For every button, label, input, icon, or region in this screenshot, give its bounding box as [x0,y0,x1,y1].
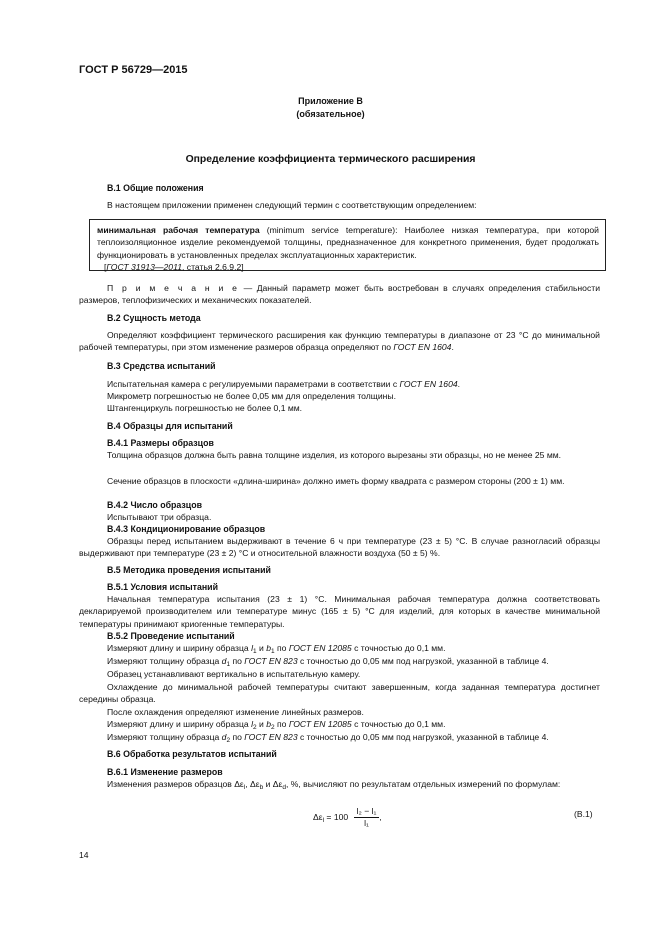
page-number: 14 [79,850,89,860]
term-english: (minimum service temperature): [259,225,398,235]
page-title: Определение коэффициента термического расширения [185,154,476,165]
formula-fraction [354,806,380,829]
paragraph: Измеряют длину и ширину образца $l_2$ и $b_2$ по ГОСТ EN 12085 с точностью до 0,1 мм. [107,719,446,731]
paragraph: Образец устанавливают вертикально в испытательную камеру. [107,669,361,679]
note-label: П р и м е ч а н и е [107,283,240,293]
formula-numerator: l₂ − l₁ [354,806,380,818]
term-reference: ГОСТ 31913—2011 [106,262,182,273]
section-b42-heading: В.4.2 Число образцов [107,500,202,510]
section-b2-heading: В.2 Сущность метода [107,313,201,323]
paragraph: Измеряют длину и ширину образца $l_1$ и $b_1$ по ГОСТ EN 12085 с точностью до 0,1 мм. [107,643,446,655]
section-b52-heading: В.5.2 Проведение испытаний [107,631,235,641]
section-b4-heading: В.4 Образцы для испытаний [107,421,233,431]
standard-reference: ГОСТ EN 823 [244,656,298,666]
term-text: Наиболее низкая температура, при которой теплоизоляционное изделие рекомендуемой толщины, предназначенное для конкретного применения, будет продолжать функционировать в установленных пределах эксплуатационных характеристик. [97,225,599,260]
paragraph: Испытывают три образца. [107,512,212,522]
section-b61-heading: В.6.1 Изменение размеров [107,767,223,777]
paragraph: Штангенциркуль погрешностью не более 0,1 мм. [107,403,303,413]
term-definition-box [89,219,606,271]
section-b6-heading: В.6 Обработка результатов испытаний [107,749,277,759]
appendix-type: (обязательное) [296,109,365,119]
paragraph: Измеряют толщину образца $d_2$ по ГОСТ EN 823 с точностью до 0,05 мм под нагрузкой, указанной в таблице 4. [107,732,549,744]
paragraph: Определяют коэффициент термического расширения как функцию температуры в диапазоне от 23 °С до минимальной рабочей температуры, при этом изменение размеров образца определяют по ГОСТ EN 1604. [79,330,600,353]
paragraph: Измеряют толщину образца $d_1$ по ГОСТ EN 823 с точностью до 0,05 мм под нагрузкой, указанной в таблице 4. [107,656,549,668]
paragraph: После охлаждения определяют изменение линейных размеров. [107,707,364,717]
paragraph: Микрометр погрешностью не более 0,05 мм для определения толщины. [107,391,396,401]
section-b41-heading: В.4.1 Размеры образцов [107,438,214,448]
term-definition: минимальная рабочая температура (minimum service temperature): Наиболее низкая температура, при которой теплоизоляционное изделие рекомендуемой толщины, предназначенное для конкретного применения, будет продолжать функционировать в установленных пределах эксплуатационных характеристик. [ГОСТ 31913—2011, статья 2.6.9.2] [97,225,599,273]
note-text: — Данный параметр может быть востребован в случаях определения стабильности размеров, теплофизических и механических показателей. [79,283,600,306]
section-b1-heading: В.1 Общие положения [107,183,204,193]
paragraph: В настоящем приложении применен следующий термин с соответствующим определением: [107,200,477,210]
paragraph: Изменения размеров образцов $\Delta\varepsilon_l$, $\Delta\varepsilon_b$ и $\Delta\varepsilon_d$, %, вычисляют по результатам отдельных измерений по формулам: [107,779,561,791]
standard-reference: ГОСТ EN 1604 [399,379,458,389]
formula-b1: $\Delta\varepsilon_l = 100$ $\frac{\text{l₂ − l₁}}{\text{l₁}}$ , [313,806,382,828]
section-b43-heading: В.4.3 Кондиционирование образцов [107,524,266,534]
standard-reference: ГОСТ EN 823 [244,732,298,742]
section-b3-heading: В.3 Средства испытаний [107,361,216,371]
paragraph: Охлаждение до минимальной рабочей температуры считают завершенным, когда заданная температура достигнет середины образца. [79,682,600,705]
formula-denominator: l₁ [364,818,369,828]
document-header: ГОСТ Р 56729—2015 [79,64,188,76]
formula-lhs: Δε [313,811,323,822]
formula-number: (В.1) [574,809,593,819]
paragraph: Образцы перед испытанием выдерживают в течение 6 ч при температуре (23 ± 5) °С. В случае разногласий образцы выдерживают при температуре (23 ± 2) °С и относительной влажности воздуха (50 ± 5) %. [79,536,600,559]
standard-reference: ГОСТ EN 1604 [393,342,452,353]
standard-reference: ГОСТ EN 12085 [288,719,352,729]
term-name: минимальная рабочая температура [97,225,260,235]
paragraph: Толщина образцов должна быть равна толщине изделия, из которого вырезаны эти образцы, но не менее 25 мм. [107,450,562,460]
note [79,282,600,307]
paragraph: Начальная температура испытания (23 ± 1) °С. Минимальная рабочая температура должна соответствовать декларируемой производителем или температуре минус (165 ± 5) °С для изделий, для которых в качестве минимальной температуры принимают криогенные температуры. [79,594,600,629]
paragraph: Испытательная камера с регулируемыми параметрами в соответствии с ГОСТ EN 1604. [107,379,461,389]
section-b51-heading: В.5.1 Условия испытаний [107,582,218,592]
section-b5-heading: В.5 Методика проведения испытаний [107,565,271,575]
standard-reference: ГОСТ EN 12085 [288,643,352,653]
paragraph: Сечение образцов в плоскости «длина-ширина» должно иметь форму квадрата с размером стороны (200 ± 1) мм. [107,476,565,486]
appendix-label: Приложение В [298,96,363,106]
